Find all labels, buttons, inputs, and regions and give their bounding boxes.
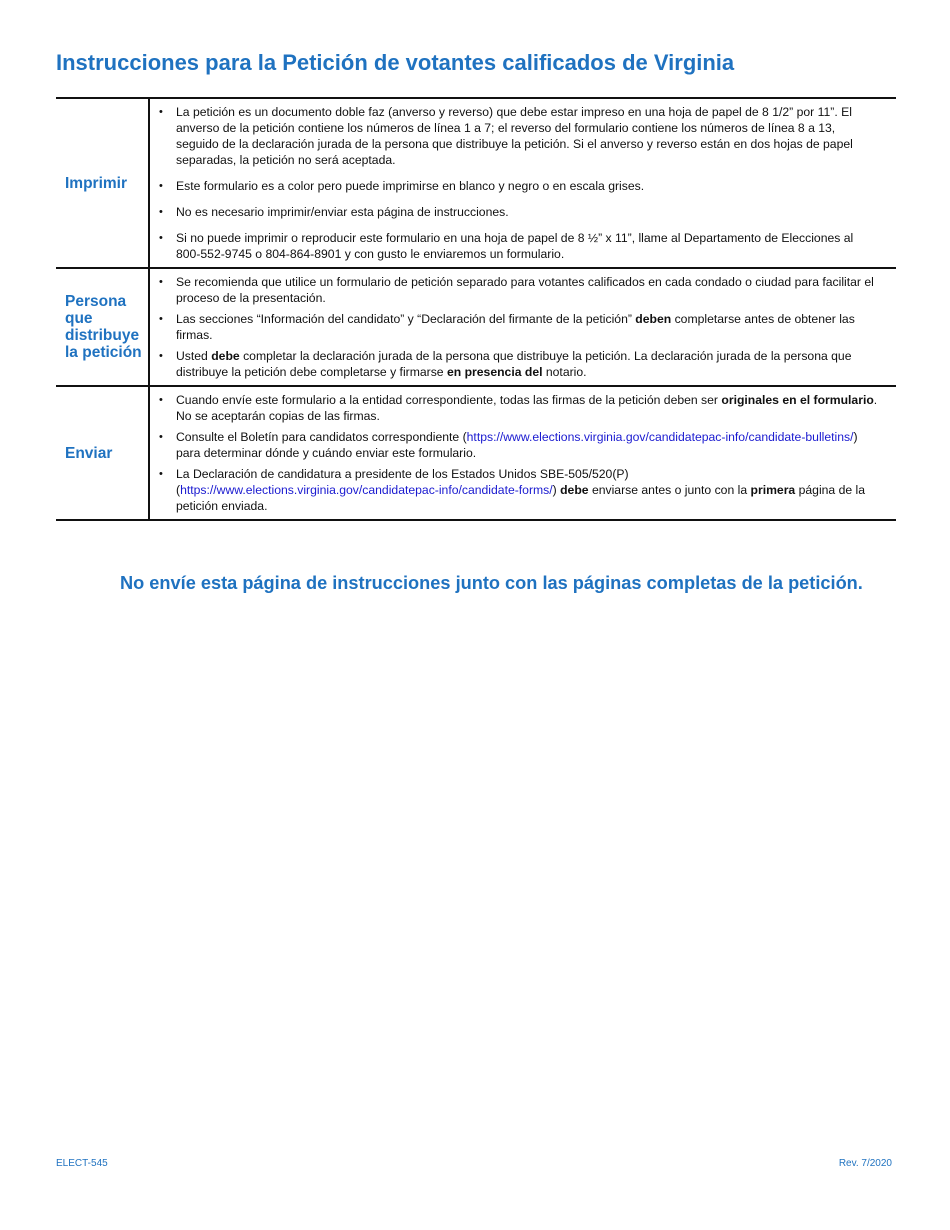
candidate-forms-link[interactable]: https://www.elections.virginia.gov/candidatepac-info/candidate-forms/ — [180, 483, 553, 497]
bullet-icon: • — [159, 180, 163, 192]
section-body-imprimir — [149, 98, 896, 268]
bullet-icon: • — [159, 431, 163, 443]
bullet-icon: • — [159, 394, 163, 406]
instructions-table — [56, 97, 896, 521]
list-item: • La petición es un documento doble faz (anverso y reverso) que debe estar impreso en una hoja de papel de 8 1/2” por 11”. El anverso de la petición contiene los números de línea 1 a 7; el reverso del formulario contiene los números de línea 8 a 13, seguido de la declaración jurada de la persona que distribuye la petición. Si el anverso y reverso están en dos hojas de papel separadas, la petición no será aceptada. — [159, 105, 853, 167]
do-not-send-notice: No envíe esta página de instrucciones junto con las páginas completas de la petición. — [120, 573, 863, 593]
form-code: ELECT-545 — [56, 1158, 108, 1169]
section-label-imprimir: Imprimir — [56, 98, 149, 268]
list-item: • Usted debe completar la declaración jurada de la persona que distribuye la petición. La declaración jurada de la persona que distribuye la petición debe completarse y firmarse en presencia del notario. — [159, 349, 852, 379]
list-item: • Consulte el Boletín para candidatos correspondiente (https://www.elections.virginia.gov/candidatepac-info/candidate-bulletins/) para determinar dónde y cuándo enviar este formulario. — [159, 430, 858, 460]
bullet-icon: • — [159, 313, 163, 325]
section-label-persona: Persona que distribuye la petición — [56, 268, 149, 386]
page-title: Instrucciones para la Petición de votantes calificados de Virginia — [56, 50, 735, 75]
bullet-list — [157, 104, 880, 262]
section-label-enviar: Enviar — [56, 386, 149, 520]
section-row-persona — [56, 268, 896, 386]
candidate-bulletins-link[interactable]: https://www.elections.virginia.gov/candidatepac-info/candidate-bulletins/ — [466, 430, 854, 444]
bullet-icon: • — [159, 276, 163, 288]
section-row-enviar — [56, 386, 896, 520]
list-item: • Este formulario es a color pero puede imprimirse en blanco y negro o en escala grises. — [159, 179, 645, 193]
list-item: • Se recomienda que utilice un formulario de petición separado para votantes calificados en cada condado o ciudad para facilitar el proceso de la presentación. — [159, 275, 874, 305]
bullet-icon: • — [159, 206, 163, 218]
list-item: • Cuando envíe este formulario a la entidad correspondiente, todas las firmas de la petición deben ser originales en el formulario. No se aceptarán copias de las firmas. — [159, 393, 878, 423]
section-body-enviar — [149, 386, 896, 520]
section-body-persona — [149, 268, 896, 386]
bullet-icon: • — [159, 468, 163, 480]
bullet-list — [157, 274, 880, 380]
list-item: • La Declaración de candidatura a presidente de los Estados Unidos SBE-505/520(P) (https://www.elections.virginia.gov/candidatepac-info/candidate-forms/) debe enviarse antes o junto con la primera página de la petición enviada. — [159, 467, 866, 513]
list-item: • Si no puede imprimir o reproducir este formulario en una hoja de papel de 8 ½” x 11”, llame al Departamento de Elecciones al 800-552-9745 o 804-864-8901 y con gusto le enviaremos un formulario. — [159, 231, 854, 261]
list-item: • No es necesario imprimir/enviar esta página de instrucciones. — [159, 205, 509, 219]
bullet-list — [157, 392, 880, 514]
section-row-imprimir — [56, 98, 896, 268]
bullet-icon: • — [159, 350, 163, 362]
bullet-icon: • — [159, 106, 163, 118]
bullet-icon: • — [159, 232, 163, 244]
revision-date: Rev. 7/2020 — [838, 1158, 892, 1169]
list-item: • Las secciones “Información del candidato” y “Declaración del firmante de la petición” deben completarse antes de obtener las firmas. — [159, 312, 855, 342]
